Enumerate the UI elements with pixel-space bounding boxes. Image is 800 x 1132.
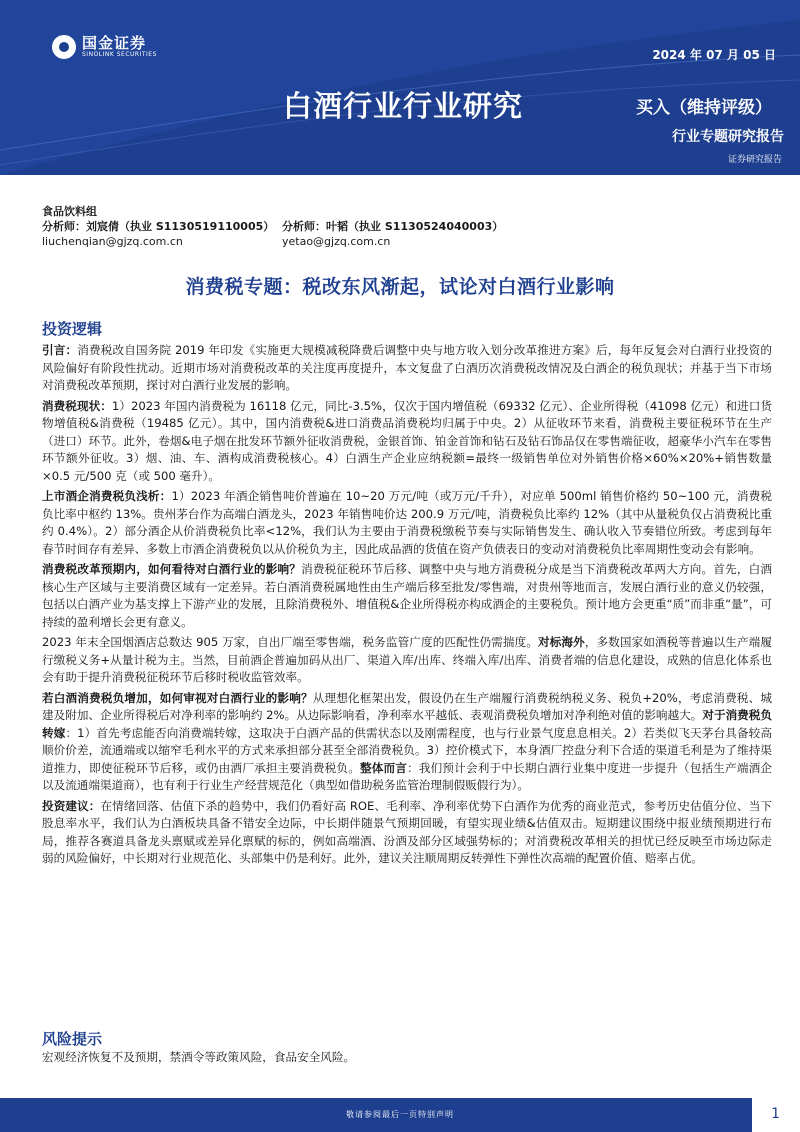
paragraph-tax-status (42, 398, 772, 486)
lead-listed-firms: 上市酒企消费税负浅析： (42, 489, 172, 503)
company-logo (52, 35, 157, 59)
page-number: 1 (771, 1106, 780, 1122)
paragraph-overseas (42, 634, 772, 687)
text-tax-shift: ：1）首先考虑能否向消费端转嫁，这取决于白酒产品的供需状态以及刚需程度，也与行业景气度息息相关。2）若类似飞天茅台具备较高顺价价差，流通端或以缩窄毛利水平的方式来承担部分甚至全部消费税负。3）控价模式下，本身酒厂控盘分利下合适的渠道毛利是为了维持渠道推力，即使征税环节后移，或仍由酒厂承担主要消费税负。 (42, 725, 772, 775)
text-recommendation: 在情绪回落、估值下杀的趋势中，我们仍看好高 ROE、毛利率、净利率优势下白酒作为优秀的商业范式，参考历史估值分位、当下股息率水平，我们认为白酒板块具备不错安全边际，中长期伴随景气预期回暖，有望实现业绩&估值双击。短期建议围绕中报业绩预期进行布局，推荐各赛道具备龙头禀赋或差异化禀赋的标的，例如高端酒、汾酒及部分区域强势标的；对消费税改革相关的担忧已经反映至市场边际走弱的风险偏好，中长期对行业规范化、头部集中仍是利好。此外，建议关注顺周期反转弹性下弹性次高端的配置价值、赔率占优。 (42, 798, 772, 865)
risk-text: 宏观经济恢复不及预期，禁酒令等政策风险，食品安全风险。 (42, 1050, 356, 1064)
lead-tax-increase: 若白酒消费税负增加，如何审视对白酒行业的影响？ (42, 690, 313, 705)
paragraph-intro (42, 342, 772, 395)
text-overseas: ，多数国家如酒税等普遍以生产端履行缴税义务+从量计税为主。当然，目前酒企普遍加码从出厂、渠道入库/出库、终端入库/出库、消费者端的信息化建设，成熟的信息化体系也会有助于提升消费税征税环节后移时税收监管效率。 (42, 635, 772, 684)
logo-name-en: SINOLINK SECURITIES (82, 51, 157, 58)
industry-group: 食品饮料组 (42, 205, 97, 218)
paragraph-listed-firms (42, 488, 772, 558)
footer-notice: 敬请参阅最后一页特别声明 (346, 1110, 454, 1119)
logo-name-cn: 国金证券 (82, 34, 147, 52)
report-title: 白酒行业行业研究 (283, 89, 524, 123)
lead-tax-shift: 对于消费税负转嫁 (42, 708, 772, 740)
analyst-info (42, 204, 503, 249)
paragraph-tax-increase (42, 690, 772, 795)
text-tax-increase: 从理想化框架出发，假设仍在生产端履行消费税纳税义务、税负+20%，考虑消费税、城建及附加、企业所得税后对净利率的影响约 2%。从边际影响看，净利率水平越低、表观消费税负增加对净利绝对值的影响越大。 (42, 690, 772, 722)
paragraph-reform-impact (42, 561, 772, 631)
report-date: 2024 年 07 月 05 日 (652, 48, 776, 62)
footer-bar (0, 1098, 800, 1132)
main-title: 消费税专题：税改东风渐起，试论对白酒行业影响 (185, 276, 615, 298)
lead-overall: 整体而言 (359, 760, 408, 775)
text-stores: 2023 年末全国烟酒店总数达 905 万家，自出厂端至零售端，税务监管广度的匹配性仍需揣度。 (42, 635, 539, 649)
analyst-1-email[interactable]: liuchenqian@gjzq.com.cn (42, 235, 183, 248)
report-subtype: 证券研究报告 (727, 155, 782, 165)
analyst-1: 分析师：刘宸倩（执业 S1130519110005） (42, 220, 275, 233)
analyst-2-email[interactable]: yetao@gjzq.com.cn (282, 235, 391, 248)
text-tax-status: 1）2023 年国内消费税为 16118 亿元，同比-3.5%，仅次于国内增值税（69332 亿元）、企业所得税（41098 亿元）和进口货物增值税&消费税（19485 亿元）。其中，国内消费税&进口消费品消费税均归属于中央。2）从征收环节来看，消费税主要征税环节在生产（进口）环节。此外，卷烟&电子烟在批发环节额外征收消费税，金银首饰、铂金首饰和钻石及钻石饰品仅在零售端征收，超豪华小汽车在零售环节额外征收。3）烟、油、车、酒构成消费税核心。4）白酒生产企业应纳税额=最终一级销售单位对外销售价格×60%×20%+销售数量×0.5 元/500 克（或 500 毫升）。 (42, 398, 772, 483)
analyst-2: 分析师：叶韬（执业 S1130524040003） (282, 220, 504, 233)
report-header (0, 0, 800, 175)
report-type: 行业专题研究报告 (672, 129, 784, 145)
text-intro: 消费税改自国务院 2019 年印发《实施更大规模减税降费后调整中央与地方收入划分改革推进方案》后，每年反复会对白酒行业投资的风险偏好有阶段性扰动。近期市场对消费税改革的关注度再度提升，本文复盘了白酒历次消费税改情况及白酒企的税负现状；并基于当下市场对消费税改革预期，探讨对白酒行业发展的影响。 (42, 343, 772, 392)
rating: 买入（维持评级） (636, 98, 772, 118)
lead-recommendation: 投资建议： (42, 798, 101, 813)
lead-overseas: 对标海外 (538, 635, 585, 649)
section-risk: 风险提示 (42, 1030, 103, 1048)
text-listed-firms: 1）2023 年酒企销售吨价普遍在 10~20 万元/吨（或万元/千升），对应单 500ml 销售价格约 50~100 元，消费税负比率中枢约 13%。贵州茅台作为高端白酒龙头，2023 年销售吨价达 200.9 万元/吨，消费税负比率约 12%（其中从量税负仅占消费税比重约 0.4%）。2）部分酒企从价消费税负比率<12%，我们认为主要由于消费税缴税节奏与实际销售发生、确认收入节奏错位所致。考虑到每年春节时间存有差异、多数上市酒企消费税负以从价税负为主，因此成品酒的货值在资产负债表日的变动对消费税负比率周期性变动会有影响。 (42, 489, 772, 556)
lead-reform-impact: 消费税改革预期内，如何看待对白酒行业的影响？ (42, 562, 302, 576)
paragraph-recommendation (42, 798, 772, 868)
lead-tax-status: 消费税现状： (42, 398, 112, 413)
logo-icon (52, 35, 76, 59)
section-investment-logic: 投资逻辑 (42, 320, 103, 338)
text-reform-impact: 消费税征税环节后移、调整中央与地方消费税分成是当下消费税改革两大方向。首先，白酒核心生产区域与主要消费区域有一定差异。若白酒消费税属地性由生产端后移至批发/零售端，对贵州等地而言，发展白酒行业的意义仍较强，包括以白酒产业为基支撑上下游产业的发展，且除消费税外、增值税&企业所得税亦构成酒企的主要税负。预计地方会更重“质”而非重“量”，可持续的盈利增长会更有意义。 (42, 562, 772, 629)
text-overall: ：我们预计会利于中长期白酒行业集中度进一步提升（包括生产端酒企以及流通端渠道商），也有利于行业生产经营规范化（典型如借助税务监管治理制假贩假行为）。 (42, 760, 772, 792)
lead-intro: 引言： (42, 343, 78, 357)
report-body (42, 342, 772, 871)
